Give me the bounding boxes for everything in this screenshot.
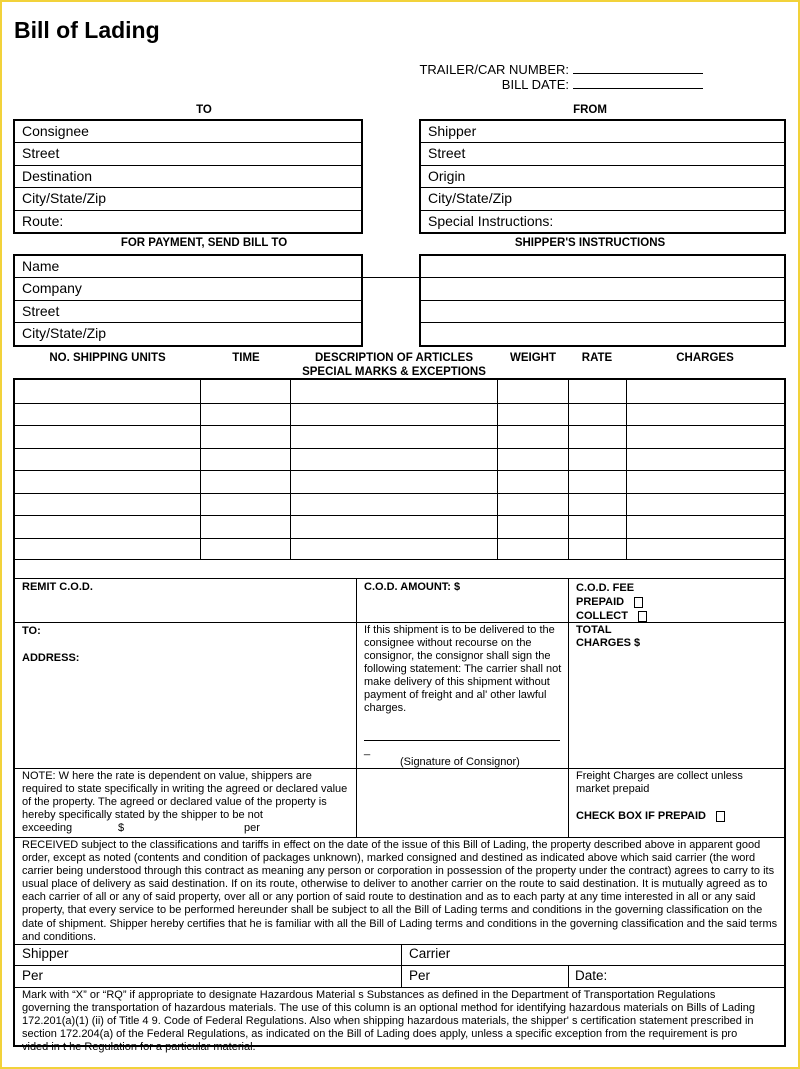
prepaid-option[interactable] [576,595,647,609]
to-box [13,119,363,234]
instructions-line[interactable] [421,278,784,300]
item-row-line [15,425,784,426]
col-shipping-units: NO. SHIPPING UNITS [49,352,166,364]
payment-city-row[interactable]: City/State/Zip [22,325,107,342]
divider [568,966,569,987]
cod-to-label: TO: [22,625,41,637]
instructions-line[interactable] [421,301,784,323]
dollar-label: $ [118,822,125,834]
col-rate: RATE [581,352,613,364]
instructions-line[interactable] [421,256,784,278]
sig-per-label-1: Per [22,968,44,983]
bill-date-blank[interactable] [573,76,703,89]
col-description-line2: SPECIAL MARKS & EXCEPTIONS [302,366,486,378]
from-heading: FROM [573,104,607,116]
payment-street-row[interactable]: Street [15,301,361,323]
item-row-line [15,538,784,539]
from-origin-row[interactable]: Origin [421,166,784,188]
from-shipper-row[interactable]: Shipper [421,121,784,143]
freight-note: Freight Charges are collect unless market prepaid [576,770,743,795]
bill-date-field[interactable] [400,76,703,92]
sig-date-label: Date: [575,968,608,983]
payment-company-row[interactable]: Company [15,278,361,300]
item-row-line [15,448,784,449]
payment-heading: FOR PAYMENT, SEND BILL TO [120,237,288,249]
from-city-row[interactable]: City/State/Zip [421,188,784,210]
page-title: Bill of Lading [14,17,160,43]
sig-carrier-label: Carrier [409,946,451,961]
check-prepaid-checkbox[interactable] [716,811,725,822]
col-charges: CHARGES [676,352,734,364]
per-label: per [244,822,260,834]
shipper-instructions-box [419,254,786,347]
divider [15,768,784,769]
from-box [419,119,786,234]
collect-label: COLLECT [576,610,628,622]
value-note [22,770,352,835]
to-city-row[interactable]: City/State/Zip [15,188,361,210]
to-heading: TO [196,104,212,116]
total-label: TOTAL [576,624,612,636]
col-time: TIME [232,352,260,364]
signature-dash: _ [364,744,371,756]
remit-cod-label: REMIT C.O.D. [22,581,93,593]
check-prepaid[interactable] [576,810,725,823]
divider [15,578,784,579]
exceeding-label: exceeding [22,822,73,834]
item-row-line [15,403,784,404]
hazmat-paragraph: Mark with “X” or “RQ” if appropriate to designate Hazardous Material s Substances as defined in the Department of Transportation Regulations governing the transportation of hazardous materials. The use of this column is an optional method for identifying hazardous materials on Bills of Lading 172.201(a)(1) (ii) of Title 4 9. Code of Federal Regulations. Also when shipping hazardous materials, the shipper' s certification statement prescribed in section 172.204(a) of the Federal Regulations, as indicated on the Bill of Lading does apply, unless a specific exception from the requirement is pro vided in t he Regulation for a particular material. [22,989,755,1054]
instructions-line[interactable] [421,323,784,345]
divider [15,837,784,838]
item-row-line [15,493,784,494]
trailer-number-label: TRAILER/CAR NUMBER: [419,62,569,77]
shipper-instructions-heading: SHIPPER'S INSTRUCTIONS [514,237,666,249]
to-consignee-row[interactable]: Consignee [15,121,361,143]
total-charges [576,624,640,650]
from-street-row[interactable]: Street [421,143,784,165]
divider [401,945,402,987]
prepaid-label: PREPAID [576,596,625,608]
charges-label: CHARGES $ [576,637,641,649]
from-special-row[interactable]: Special Instructions: [428,212,554,229]
consignor-signature-line[interactable] [364,740,560,741]
to-destination-row[interactable]: Destination [15,166,361,188]
received-paragraph: RECEIVED subject to the classifications and tariffs in effect on the date of the issue of this Bill of Lading, the property described above in apparent good order, except as noted (contents and condition of packages unknown), marked consigned and destined as indicated above which said carrier (the word carrier being understood through this contract as meaning any person or corporation in possession of the property under the contract) agrees to carry to its usual place of delivery as said destination. If on its route, otherwise to deliver to another carrier on the route to said destination. It is mutually agreed as to each carrier of all or any of said property, over all or any portion of said route to destination and as to each party at any time interested in all or any said property, that every service to be performed hereunder shall be subject to all the Bill of Lading terms and conditions in the governing classification on the date of shipment. Shipper hereby certifies that he is familiar with all the Bill of Lading terms and conditions in the governing classification and the said terms and conditions. [22,839,778,943]
divider [15,965,784,966]
item-row-line [15,470,784,471]
bill-date-label: BILL DATE: [501,77,569,92]
divider [15,944,784,945]
signature-label: (Signature of Consignor) [400,756,520,768]
prepaid-checkbox[interactable] [634,597,643,608]
sig-shipper-label: Shipper [22,946,69,961]
col-description [290,351,498,379]
item-row-line [15,515,784,516]
recourse-statement: If this shipment is to be delivered to the consignee without recourse on the consignor, the consignor shall sign the following statement: The carrier shall not make delivery of this shipment without payment of freight and al' other lawful charges. [364,624,562,714]
check-prepaid-label: CHECK BOX IF PREPAID [576,810,706,822]
trailer-number-blank[interactable] [573,61,703,74]
cod-address-label: ADDRESS: [22,652,80,664]
exceeding-line [22,822,352,835]
col-description-line1: DESCRIPTION OF ARTICLES [314,352,474,364]
payment-name-row[interactable]: Name [15,256,361,278]
trailer-number-field[interactable] [400,61,703,77]
divider [356,579,357,837]
sig-per-label-2: Per [409,968,431,983]
col-weight: WEIGHT [510,352,556,364]
connector-line [363,277,419,278]
divider [568,579,569,837]
cod-fee-label: C.O.D. FEE [576,582,635,594]
cod-fee-block [576,581,647,623]
divider [15,622,784,623]
collect-checkbox[interactable] [638,611,647,622]
divider [15,559,784,560]
to-route-row[interactable]: Route: [22,212,64,229]
to-street-row[interactable]: Street [15,143,361,165]
cod-amount-label: C.O.D. AMOUNT: $ [364,581,461,593]
collect-option[interactable] [576,609,647,623]
value-note-text: NOTE: W here the rate is dependent on value, shippers are required to state specifically in writing the agreed or declared value of the property. The agreed or declared value of the property is hereby specifically stated by the shipper to be not [22,770,348,821]
payment-box [13,254,363,347]
divider [15,987,784,988]
